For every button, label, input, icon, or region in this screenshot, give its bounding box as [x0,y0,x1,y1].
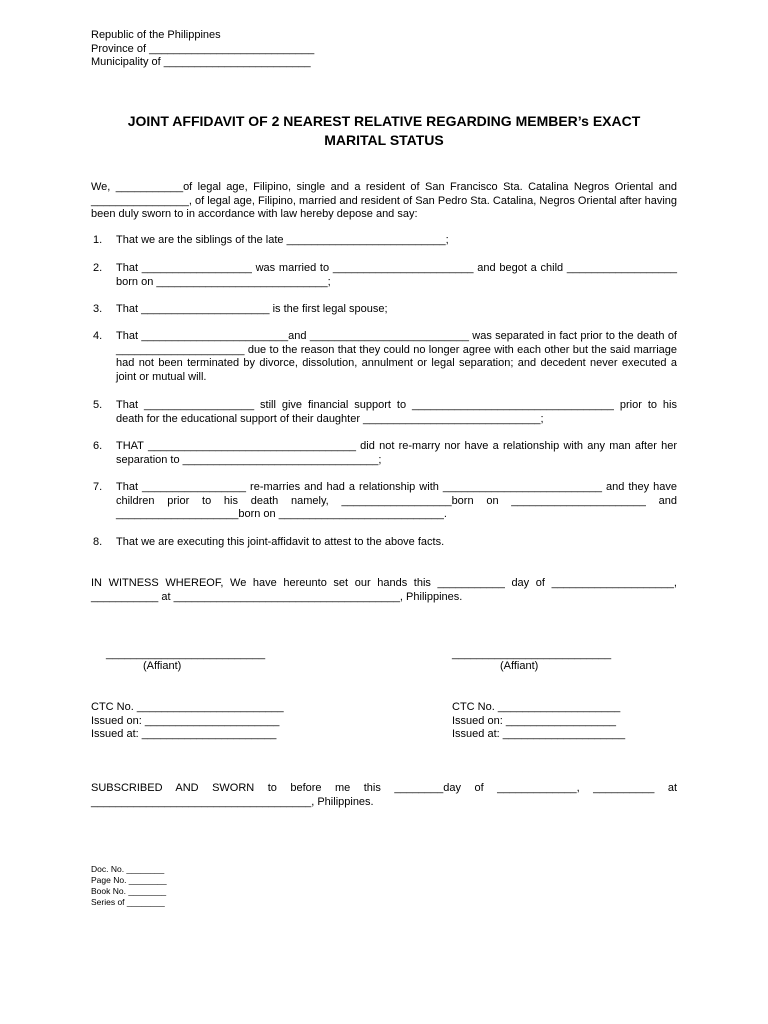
title-line-2: MARITAL STATUS [324,132,444,148]
witness-paragraph: IN WITNESS WHEREOF, We have hereunto set our hands this ___________ day of ____________________, ___________ at _____________________________________, Philippines. [91,577,681,603]
title-line-1: JOINT AFFIDAVIT OF 2 NEAREST RELATIVE REGARDING MEMBER’s EXACT [127,113,641,129]
item-text: THAT __________________________________ did not re-marry nor have a relationship with any man after her separation to ________________________________; [116,440,681,466]
ctc-issued-on: Issued on: __________________ [452,714,616,727]
item-number: 4. [93,330,103,342]
document-title [60,112,708,150]
ctc-block-left [91,701,284,742]
affiant-signature-line-left: __________________________ [106,648,266,660]
affiant-signature-line-right: __________________________ [452,648,612,660]
item-number: 5. [93,399,103,411]
jurat-paragraph: SUBSCRIBED AND SWORN to before me this ________day of _____________, __________ at ____________________________________, Philippines. [91,782,681,808]
affiant-label-left: (Affiant) [143,660,182,672]
header-republic: Republic of the Philippines [91,29,221,41]
ctc-issued-on: Issued on: ______________________ [91,714,280,727]
affiant-label-right: (Affiant) [500,660,539,672]
header-province: Province of ___________________________ [91,42,315,55]
series-of: Series of ________ [91,897,165,907]
item-text: That __________________ still give financial support to _________________________________ prior to his death for the educational support of their daughter _____________________________; [116,399,681,425]
intro-paragraph: We, ___________of legal age, Filipino, single and a resident of San Francisco Sta. Catalina Negros Oriental and ________________, of legal age, Filipino, married and resident of San Pedro Sta. Catalina, Negros Oriental after having been duly sworn to in accordance with law hereby depose and say: [91,181,681,220]
item-text: That ________________________and __________________________ was separated in fact prior to the death of _____________________ due to the reason that they could no longer agree with each other but the said marriage had not been terminated by divorce, dissolution, annulment or legal separation; and decedent never executed a joint or mutual will. [116,330,681,383]
item-text: That we are the siblings of the late __________________________; [116,234,449,246]
document-header [91,29,314,70]
item-number: 1. [93,234,103,246]
item-text: That _________________ re-marries and had a relationship with __________________________ and they have children prior to his death namely, __________________born on ______________________ and ____________________born on ___________________________. [116,481,681,520]
item-number: 3. [93,303,103,315]
item-text: That we are executing this joint-affidavit to attest to the above facts. [116,536,445,548]
item-number: 2. [93,262,103,274]
item-text: That __________________ was married to _______________________ and begot a child __________________ born on ____________________________; [116,262,681,288]
ctc-issued-at: Issued at: ______________________ [91,728,277,740]
item-number: 6. [93,440,103,452]
ctc-number: CTC No. ____________________ [452,701,621,713]
item-text: That _____________________ is the first legal spouse; [116,303,388,315]
doc-number: Doc. No. ________ [91,864,165,874]
ctc-block-right [452,701,625,742]
ctc-number: CTC No. ________________________ [91,701,284,713]
header-municipality: Municipality of ________________________ [91,56,311,68]
ctc-issued-at: Issued at: ____________________ [452,728,626,740]
notarial-register-info [91,864,167,908]
page-number: Page No. ________ [91,875,167,885]
item-number: 7. [93,481,103,493]
item-number: 8. [93,536,103,548]
book-number: Book No. ________ [91,886,167,896]
